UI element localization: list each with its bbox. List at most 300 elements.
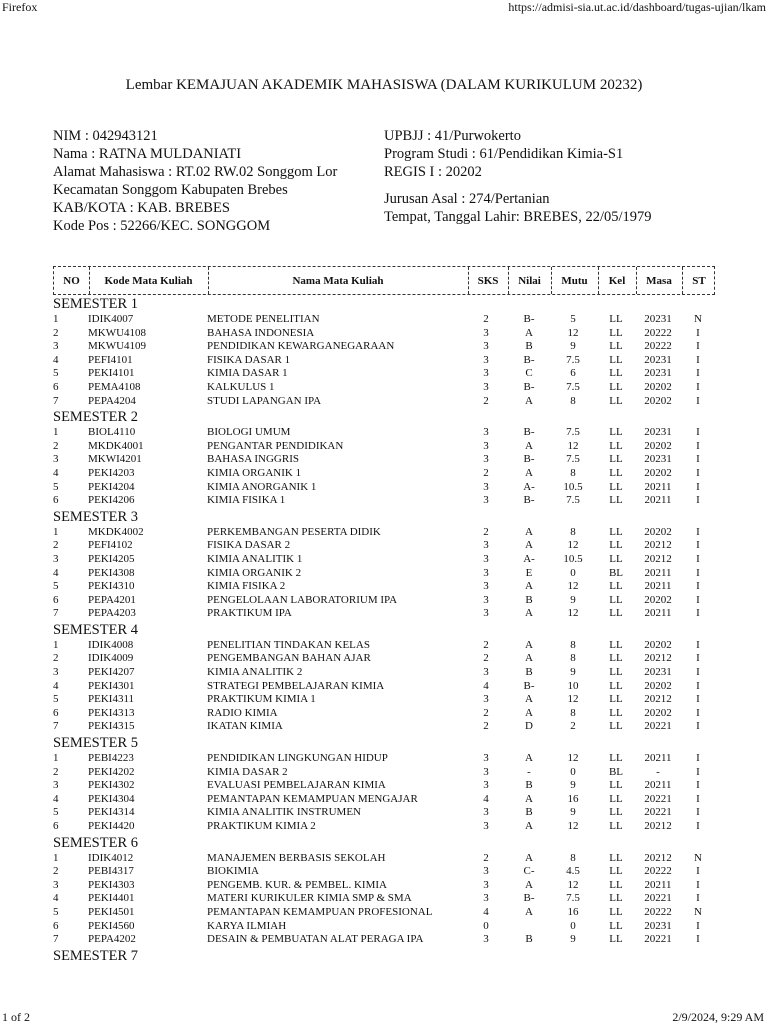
table-row <box>53 567 715 581</box>
course-masa: 20231 <box>644 313 672 325</box>
header-kel: Kel <box>608 275 626 287</box>
course-sks: 2 <box>483 652 489 665</box>
course-status: I <box>696 525 700 538</box>
course-mutu: 9 <box>570 666 576 679</box>
course-masa: 20221 <box>644 806 672 819</box>
student-info-right <box>384 127 652 226</box>
course-mutu: 2 <box>570 720 576 733</box>
table-row <box>53 340 715 354</box>
table-row <box>53 526 715 540</box>
table-row <box>53 639 715 653</box>
course-code: PEKI4202 <box>88 765 135 778</box>
course-mutu: 12 <box>567 580 579 593</box>
row-no: 2 <box>53 326 59 339</box>
header-kode: Kode Mata Kuliah <box>104 275 193 287</box>
table-row <box>53 481 715 495</box>
course-status: I <box>696 865 700 878</box>
course-name: FISIKA DASAR 1 <box>207 353 291 366</box>
course-kel: LL <box>609 892 623 905</box>
course-mutu: 0 <box>570 919 576 932</box>
course-mutu: 12 <box>567 752 579 765</box>
course-kel: LL <box>609 326 623 339</box>
course-status: I <box>696 666 700 679</box>
course-kel: LL <box>609 779 623 792</box>
table-row <box>53 779 715 793</box>
row-no: 6 <box>53 380 59 393</box>
course-mutu: 12 <box>567 539 579 552</box>
course-name: KIMIA ANORGANIK 1 <box>207 480 317 493</box>
course-status: I <box>696 367 700 380</box>
course-code: PEKI4311 <box>88 693 135 706</box>
course-name: STRATEGI PEMBELAJARAN KIMIA <box>207 679 385 692</box>
course-kel: LL <box>609 380 623 393</box>
course-status: N <box>694 851 702 864</box>
course-status: I <box>696 752 700 765</box>
course-mutu: 4.5 <box>566 865 580 878</box>
course-grade: A <box>525 525 533 538</box>
course-grade: B- <box>523 892 535 905</box>
table-row <box>53 806 715 820</box>
course-status: I <box>696 593 700 606</box>
table-row <box>53 354 715 368</box>
course-code: PEBI4223 <box>88 752 134 765</box>
course-kel: LL <box>609 752 623 765</box>
table-row <box>53 453 715 467</box>
course-masa: 20212 <box>644 652 672 665</box>
course-sks: 3 <box>483 340 489 353</box>
course-masa: 20211 <box>644 779 672 792</box>
table-row <box>53 367 715 381</box>
course-grade: B- <box>523 494 535 507</box>
course-code: PEPA4201 <box>88 593 136 606</box>
course-grade: B- <box>523 313 535 325</box>
course-status: N <box>694 905 702 918</box>
course-grade: B- <box>523 679 535 692</box>
course-masa: 20221 <box>644 933 672 946</box>
course-status: I <box>696 426 700 439</box>
course-sks: 3 <box>483 693 489 706</box>
row-no: 4 <box>53 466 59 479</box>
course-mutu: 12 <box>567 878 579 891</box>
course-status: I <box>696 706 700 719</box>
course-name: KARYA ILMIAH <box>207 919 287 932</box>
course-masa: 20212 <box>644 693 672 706</box>
print-datetime: 2/9/2024, 9:29 AM <box>672 1010 764 1024</box>
course-grade: A <box>525 752 533 765</box>
course-grade: B- <box>523 426 535 439</box>
course-name: PENELITIAN TINDAKAN KELAS <box>207 638 370 651</box>
course-grade: A <box>525 439 533 452</box>
course-sks: 3 <box>483 426 489 439</box>
course-kel: LL <box>609 820 623 832</box>
course-mutu: 9 <box>570 806 576 819</box>
row-no: 4 <box>53 353 59 366</box>
course-name: PENDIDIKAN KEWARGANEGARAAN <box>207 340 395 353</box>
course-masa: 20202 <box>644 380 672 393</box>
course-kel: LL <box>609 878 623 891</box>
course-status: I <box>696 820 700 832</box>
table-row <box>53 865 715 879</box>
course-name: PRAKTIKUM IPA <box>207 607 292 620</box>
row-no: 1 <box>53 638 59 651</box>
course-grade: B <box>525 779 533 792</box>
course-code: PEKI4401 <box>88 892 135 905</box>
course-masa: 20222 <box>644 326 672 339</box>
course-masa: 20212 <box>644 539 672 552</box>
table-row <box>53 752 715 766</box>
course-status: I <box>696 779 700 792</box>
row-no: 6 <box>53 919 59 932</box>
page-url: https://admisi-sia.ut.ac.id/dashboard/tugas-ujian/lkam <box>508 0 766 14</box>
row-no: 3 <box>53 666 59 679</box>
document-title: Lembar KEMAJUAN AKADEMIK MAHASISWA (DALAM KURIKULUM 20232) <box>125 77 643 93</box>
course-kel: LL <box>609 494 623 507</box>
course-masa: 20212 <box>644 820 672 832</box>
course-name: IKATAN KIMIA <box>207 720 283 733</box>
table-row <box>53 693 715 707</box>
course-name: KIMIA DASAR 2 <box>207 765 288 778</box>
table-row <box>53 553 715 567</box>
table-row <box>53 666 715 680</box>
course-code: PEKI4207 <box>88 666 135 679</box>
course-grade: A <box>525 878 533 891</box>
table-row <box>53 440 715 454</box>
address-line: Alamat Mahasiswa : RT.02 RW.02 Songgom Lor <box>53 164 338 180</box>
course-name: KIMIA FISIKA 1 <box>207 494 286 507</box>
course-grade: A <box>525 638 533 651</box>
course-status: I <box>696 878 700 891</box>
semester-heading: SEMESTER 2 <box>53 409 138 426</box>
row-no: 1 <box>53 426 59 439</box>
course-sks: 3 <box>483 326 489 339</box>
course-masa: 20231 <box>644 453 672 466</box>
course-sks: 3 <box>483 480 489 493</box>
city-line: KAB/KOTA : KAB. BREBES <box>53 200 230 216</box>
course-sks: 4 <box>483 792 489 805</box>
course-masa: 20231 <box>644 919 672 932</box>
course-mutu: 9 <box>570 593 576 606</box>
course-status: N <box>694 313 702 325</box>
course-grade: A <box>525 607 533 620</box>
row-no: 3 <box>53 453 59 466</box>
course-name: METODE PENELITIAN <box>207 313 320 325</box>
course-name: KIMIA FISIKA 2 <box>207 580 286 593</box>
course-grade: A- <box>523 480 535 493</box>
course-code: PEKI4206 <box>88 494 135 507</box>
grades-table <box>53 266 715 965</box>
course-kel: LL <box>609 466 623 479</box>
course-grade: A <box>525 706 533 719</box>
course-sks: 0 <box>483 919 489 932</box>
course-kel: BL <box>608 765 624 778</box>
course-kel: LL <box>609 539 623 552</box>
course-code: PEKI4302 <box>88 779 135 792</box>
course-code: PEKI4501 <box>88 905 135 918</box>
course-kel: LL <box>609 593 623 606</box>
course-kel: LL <box>609 638 623 651</box>
course-kel: LL <box>609 919 623 932</box>
course-grade: A <box>525 792 533 805</box>
course-code: PEKI4560 <box>88 919 135 932</box>
course-status: I <box>696 480 700 493</box>
course-status: I <box>696 539 700 552</box>
row-no: 4 <box>53 892 59 905</box>
course-mutu: 10.5 <box>563 480 583 493</box>
course-code: MKWU4109 <box>88 340 147 353</box>
semester-heading: SEMESTER 1 <box>53 296 138 312</box>
course-masa: 20211 <box>644 480 672 493</box>
course-sks: 3 <box>483 367 489 380</box>
course-kel: LL <box>609 693 623 706</box>
table-row <box>53 327 715 341</box>
postal-code-line: Kode Pos : 52266/KEC. SONGGOM <box>53 218 271 234</box>
row-no: 5 <box>53 580 59 593</box>
course-kel: LL <box>609 552 623 565</box>
course-name: BIOKIMIA <box>207 865 259 878</box>
table-row <box>53 933 715 947</box>
course-name: PENDIDIKAN LINGKUNGAN HIDUP <box>207 752 388 765</box>
course-mutu: 0 <box>570 566 576 579</box>
course-mutu: 8 <box>570 652 576 665</box>
table-row <box>53 467 715 481</box>
course-name: PRAKTIKUM KIMIA 1 <box>207 693 316 706</box>
course-code: MKDK4002 <box>88 525 144 538</box>
course-sks: 3 <box>483 892 489 905</box>
row-no: 1 <box>53 851 59 864</box>
course-name: PEMANTAPAN KEMAMPUAN PROFESIONAL <box>207 905 433 918</box>
course-masa: 20202 <box>644 439 672 452</box>
course-code: PEMA4108 <box>88 380 141 393</box>
course-name: MATERI KURIKULER KIMIA SMP & SMA <box>207 892 412 905</box>
header-masa: Masa <box>646 275 672 287</box>
course-kel: LL <box>609 313 623 325</box>
header-nama: Nama Mata Kuliah <box>292 275 384 287</box>
course-status: I <box>696 494 700 507</box>
course-grade: A <box>525 394 533 407</box>
course-code: PEKI4313 <box>88 706 135 719</box>
course-kel: LL <box>609 865 623 878</box>
course-kel: LL <box>609 607 623 620</box>
course-name: PENGANTAR PENDIDIKAN <box>207 439 344 452</box>
course-masa: 20202 <box>644 525 672 538</box>
course-code: IDIK4009 <box>88 652 134 665</box>
address-line-2: Kecamatan Songgom Kabupaten Brebes <box>53 182 288 198</box>
course-code: PEKI4301 <box>88 679 135 692</box>
course-kel: LL <box>609 439 623 452</box>
nim-line: NIM : 042943121 <box>53 128 158 144</box>
course-masa: 20222 <box>644 865 672 878</box>
course-sks: 2 <box>483 394 489 407</box>
course-mutu: 10 <box>567 679 579 692</box>
course-name: PERKEMBANGAN PESERTA DIDIK <box>207 525 381 538</box>
course-mutu: 8 <box>570 638 576 651</box>
course-mutu: 12 <box>567 693 579 706</box>
course-name: KIMIA ANALITIK 2 <box>207 666 303 679</box>
course-mutu: 7.5 <box>566 453 580 466</box>
row-no: 1 <box>53 313 59 325</box>
course-kel: LL <box>609 806 623 819</box>
course-sks: 3 <box>483 453 489 466</box>
course-name: MANAJEMEN BERBASIS SEKOLAH <box>207 851 386 864</box>
course-mutu: 12 <box>567 326 579 339</box>
course-kel: LL <box>609 679 623 692</box>
course-status: I <box>696 652 700 665</box>
table-row <box>53 720 715 734</box>
course-code: PEKI4205 <box>88 552 135 565</box>
table-row <box>53 426 715 440</box>
course-status: I <box>696 720 700 733</box>
row-no: 6 <box>53 706 59 719</box>
course-mutu: 8 <box>570 706 576 719</box>
course-grade: B- <box>523 353 535 366</box>
row-no: 2 <box>53 539 59 552</box>
course-code: PEKI4315 <box>88 720 135 733</box>
course-sks: 3 <box>483 878 489 891</box>
course-grade: B- <box>523 453 535 466</box>
row-no: 1 <box>53 525 59 538</box>
table-row <box>53 652 715 666</box>
course-masa: 20221 <box>644 792 672 805</box>
course-kel: LL <box>609 426 623 439</box>
name-line: Nama : RATNA MULDANIATI <box>53 146 242 162</box>
course-sks: 2 <box>483 525 489 538</box>
course-grade: A <box>525 851 533 864</box>
course-grade: B <box>525 593 533 606</box>
regis-line: REGIS I : 20202 <box>384 164 482 180</box>
course-mutu: 12 <box>567 820 579 832</box>
course-code: PEPA4202 <box>88 933 136 946</box>
table-row <box>53 381 715 395</box>
course-grade: E <box>525 566 533 579</box>
course-code: PEKI4310 <box>88 580 135 593</box>
course-masa: 20202 <box>644 593 672 606</box>
course-name: EVALUASI PEMBELAJARAN KIMIA <box>207 779 386 792</box>
course-name: KIMIA DASAR 1 <box>207 367 288 380</box>
course-grade: B <box>525 666 533 679</box>
course-code: PEFI4102 <box>88 539 133 552</box>
course-code: PEPA4203 <box>88 607 136 620</box>
course-mutu: 5 <box>570 313 576 325</box>
course-code: IDIK4012 <box>88 851 134 864</box>
course-mutu: 7.5 <box>566 353 580 366</box>
course-masa: 20202 <box>644 466 672 479</box>
course-name: KIMIA ORGANIK 1 <box>207 466 302 479</box>
course-masa: 20211 <box>644 878 672 891</box>
course-code: BIOL4110 <box>88 426 136 439</box>
table-row <box>53 852 715 866</box>
course-name: PENGEMB. KUR. & PEMBEL. KIMIA <box>207 878 387 891</box>
course-code: PEKI4203 <box>88 466 135 479</box>
header-mutu: Mutu <box>561 275 588 287</box>
origin-major-line: Jurusan Asal : 274/Pertanian <box>384 191 550 207</box>
course-name: PEMANTAPAN KEMAMPUAN MENGAJAR <box>207 792 418 805</box>
table-body <box>53 296 715 965</box>
course-status: I <box>696 679 700 692</box>
course-status: I <box>696 439 700 452</box>
row-no: 5 <box>53 367 59 380</box>
table-row <box>53 793 715 807</box>
course-kel: LL <box>609 933 623 946</box>
course-status: I <box>696 353 700 366</box>
course-sks: 3 <box>483 865 489 878</box>
course-mutu: 12 <box>567 607 579 620</box>
course-code: PEFI4101 <box>88 353 133 366</box>
course-grade: A <box>525 905 533 918</box>
course-mutu: 8 <box>570 525 576 538</box>
course-sks: 3 <box>483 552 489 565</box>
semester-heading: SEMESTER 3 <box>53 508 138 525</box>
course-grade: A <box>525 326 533 339</box>
course-mutu: 7.5 <box>566 892 580 905</box>
row-no: 5 <box>53 693 59 706</box>
table-row <box>53 906 715 920</box>
course-mutu: 8 <box>570 851 576 864</box>
row-no: 6 <box>53 494 59 507</box>
row-no: 2 <box>53 652 59 665</box>
course-name: FISIKA DASAR 2 <box>207 539 291 552</box>
course-code: PEKI4308 <box>88 566 135 579</box>
course-masa: 20211 <box>644 494 672 507</box>
course-grade: C <box>525 367 533 380</box>
course-grade: A- <box>523 552 535 565</box>
course-status: I <box>696 394 700 407</box>
birth-line: Tempat, Tanggal Lahir: BREBES, 22/05/1979 <box>384 209 652 225</box>
course-name: PENGEMBANGAN BAHAN AJAR <box>207 652 371 665</box>
course-sks: 3 <box>483 806 489 819</box>
course-name: BAHASA INGGRIS <box>207 453 299 466</box>
course-sks: 3 <box>483 593 489 606</box>
course-sks: 3 <box>483 566 489 579</box>
upbjj-line: UPBJJ : 41/Purwokerto <box>384 128 521 144</box>
course-sks: 3 <box>483 820 489 832</box>
course-masa: - <box>656 765 660 778</box>
course-mutu: 0 <box>570 765 576 778</box>
course-grade: B <box>525 933 533 946</box>
row-no: 3 <box>53 779 59 792</box>
course-kel: LL <box>609 580 623 593</box>
course-mutu: 8 <box>570 466 576 479</box>
course-mutu: 16 <box>567 792 579 805</box>
course-grade: - <box>527 765 531 778</box>
course-code: MKWU4108 <box>88 326 147 339</box>
course-grade: B <box>525 806 533 819</box>
table-row <box>53 707 715 721</box>
course-mutu: 7.5 <box>566 380 580 393</box>
course-code: IDIK4008 <box>88 638 134 651</box>
course-sks: 4 <box>483 679 489 692</box>
row-no: 3 <box>53 340 59 353</box>
row-no: 7 <box>53 933 59 946</box>
row-no: 5 <box>53 806 59 819</box>
course-sks: 2 <box>483 706 489 719</box>
student-info-left <box>53 127 337 235</box>
table-row <box>53 879 715 893</box>
course-code: PEPA4204 <box>88 394 136 407</box>
course-masa: 20231 <box>644 426 672 439</box>
row-no: 1 <box>53 752 59 765</box>
course-masa: 20211 <box>644 607 672 620</box>
table-row <box>53 494 715 508</box>
course-grade: A <box>525 693 533 706</box>
course-mutu: 9 <box>570 933 576 946</box>
course-sks: 4 <box>483 905 489 918</box>
course-sks: 2 <box>483 851 489 864</box>
course-status: I <box>696 340 700 353</box>
table-row <box>53 680 715 694</box>
course-code: PEKI4204 <box>88 480 135 493</box>
course-kel: LL <box>609 851 623 864</box>
row-no: 6 <box>53 820 59 832</box>
